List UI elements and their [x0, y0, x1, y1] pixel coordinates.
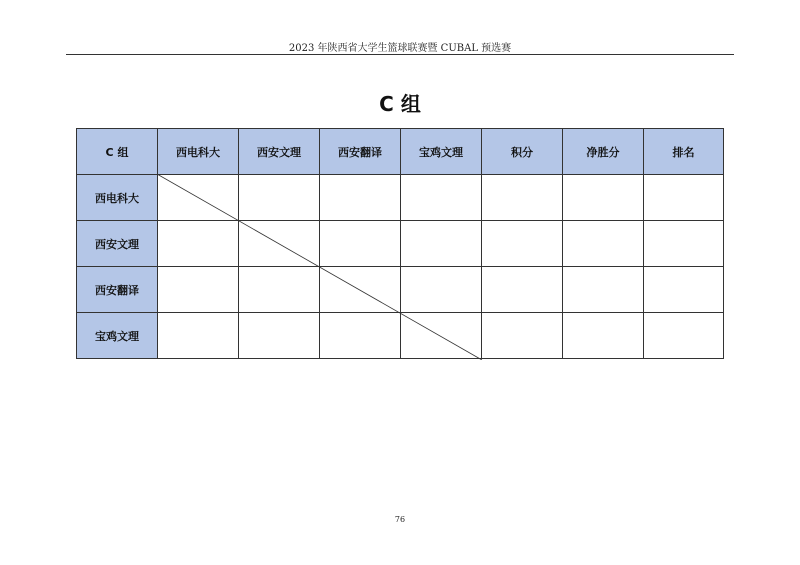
table-cell	[482, 175, 563, 221]
header-cell-points: 积分	[482, 129, 563, 175]
table-row	[77, 175, 724, 221]
table-cell	[563, 313, 644, 359]
table-row	[77, 313, 724, 359]
table-cell	[158, 221, 239, 267]
header-cell-team: 西安文理	[239, 129, 320, 175]
table-cell	[158, 175, 239, 221]
header-cell-rank: 排名	[644, 129, 724, 175]
table-cell	[320, 267, 401, 313]
table-cell	[239, 175, 320, 221]
table-cell	[644, 221, 724, 267]
table-cell	[644, 313, 724, 359]
table-cell	[158, 267, 239, 313]
table-cell	[239, 267, 320, 313]
header-cell-team: 西电科大	[158, 129, 239, 175]
row-team-label: 西安文理	[77, 221, 158, 267]
table-cell	[563, 221, 644, 267]
header-cell-net-score: 净胜分	[563, 129, 644, 175]
table-row	[77, 267, 724, 313]
header-cell-team: 西安翻译	[320, 129, 401, 175]
page-title: C 组	[379, 92, 421, 116]
running-header: 2023 年陕西省大学生篮球联赛暨 CUBAL 预选赛	[288, 43, 512, 54]
table-cell	[239, 313, 320, 359]
group-standings-table	[76, 128, 724, 359]
table-row	[77, 221, 724, 267]
row-team-label: 西电科大	[77, 175, 158, 221]
table-header-row	[77, 129, 724, 175]
table-cell	[482, 221, 563, 267]
page-number: 76	[394, 515, 406, 524]
table-cell	[401, 175, 482, 221]
table-cell	[401, 313, 482, 359]
header-rule	[66, 54, 734, 55]
table-cell	[158, 313, 239, 359]
table-cell	[644, 175, 724, 221]
header-cell-group: C 组	[77, 129, 158, 175]
table-cell	[401, 267, 482, 313]
table-cell	[563, 267, 644, 313]
table-cell	[644, 267, 724, 313]
table-cell	[482, 267, 563, 313]
row-team-label: 宝鸡文理	[77, 313, 158, 359]
header-cell-team: 宝鸡文理	[401, 129, 482, 175]
table-cell	[239, 221, 320, 267]
table-cell	[320, 175, 401, 221]
table-cell	[320, 221, 401, 267]
table-cell	[320, 313, 401, 359]
table-cell	[401, 221, 482, 267]
table-cell	[482, 313, 563, 359]
row-team-label: 西安翻译	[77, 267, 158, 313]
table-cell	[563, 175, 644, 221]
